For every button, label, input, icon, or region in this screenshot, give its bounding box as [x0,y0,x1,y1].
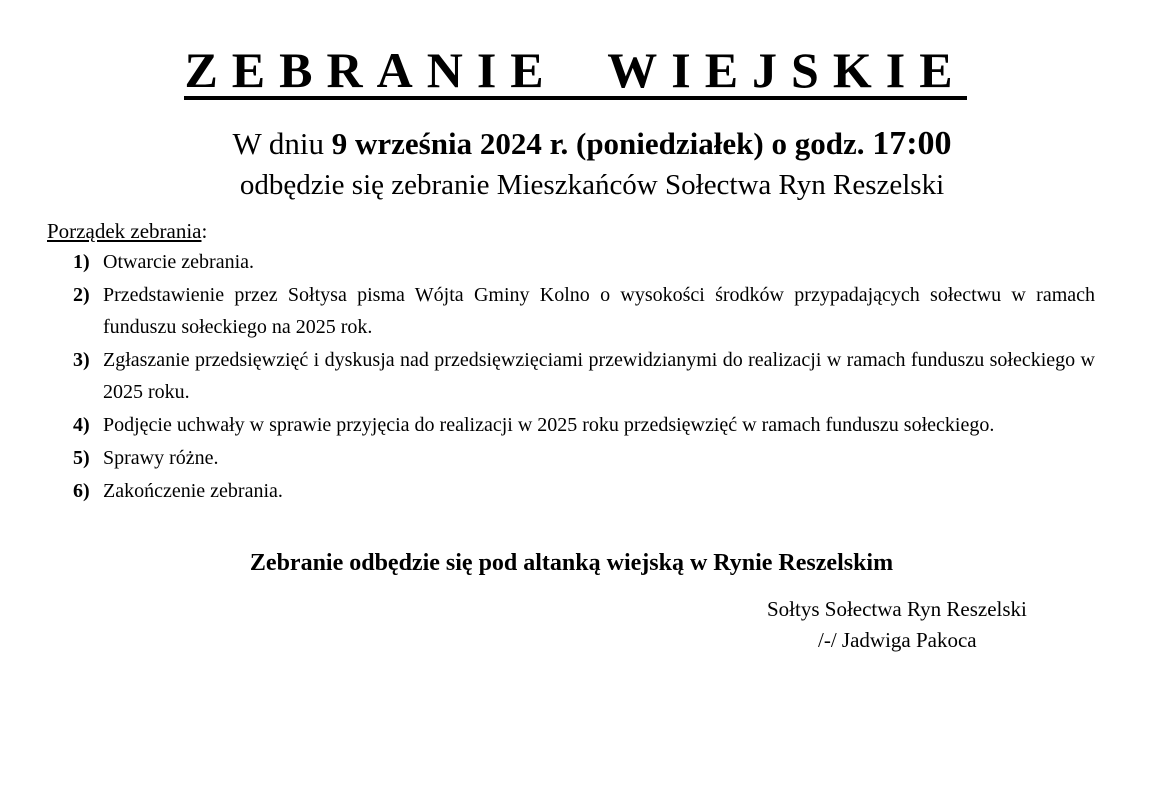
agenda-item [73,475,1095,507]
intro-prefix: W dniu [232,126,332,161]
agenda-item-number: 4) [73,414,90,436]
agenda-heading-colon: : [201,219,208,243]
meeting-date: 9 września 2024 r. (poniedziałek) [331,126,764,161]
agenda-item [73,442,1095,474]
agenda-item [73,409,1095,441]
agenda-item-number: 1) [73,251,90,273]
signature-name: /-/ Jadwiga Pakoca [818,628,977,652]
agenda-item-number: 6) [73,480,90,502]
agenda-heading-text: Porządek zebrania [47,219,202,243]
agenda-list [73,246,1095,508]
signature-role: Sołtys Sołectwa Ryn Reszelski [767,597,1027,621]
agenda-item-text: Zgłaszanie przedsięwzięć i dyskusja nad przedsięwzięciami przewidzianymi do realizacji w ramach funduszu sołeckiego w 2025 roku. [103,349,1095,403]
meeting-time: 17:00 [872,125,952,162]
agenda-item-text: Przedstawienie przez Sołtysa pisma Wójta Gminy Kolno o wysokości środków przypadających sołectwu w ramach funduszu sołeckiego na 2025 rok. [103,284,1095,338]
agenda-item [73,246,1095,278]
agenda-item-number: 2) [73,284,90,306]
intro-line-1 [0,124,1151,164]
agenda-item-number: 3) [73,349,90,371]
meeting-location: Zebranie odbędzie się pod altanką wiejską w Rynie Reszelskim [249,550,894,576]
intro-line-2: odbędzie się zebranie Mieszkańców Sołectwa Ryn Reszelski [239,169,945,201]
agenda-item-text: Sprawy różne. [103,447,219,469]
document-title [0,42,1151,100]
agenda-item-text: Otwarcie zebrania. [103,251,255,273]
agenda-item [73,344,1095,408]
intro-middle: o godz. [763,126,873,161]
agenda-heading [47,217,207,245]
agenda-item-number: 5) [73,447,90,469]
agenda-item [73,279,1095,343]
document-title-text: ZEBRANIE WIEJSKIE [184,42,967,98]
agenda-item-text: Zakończenie zebrania. [103,480,283,502]
agenda-item-text: Podjęcie uchwały w sprawie przyjęcia do realizacji w 2025 roku przedsięwzięć w ramach funduszu sołeckiego. [103,414,995,436]
